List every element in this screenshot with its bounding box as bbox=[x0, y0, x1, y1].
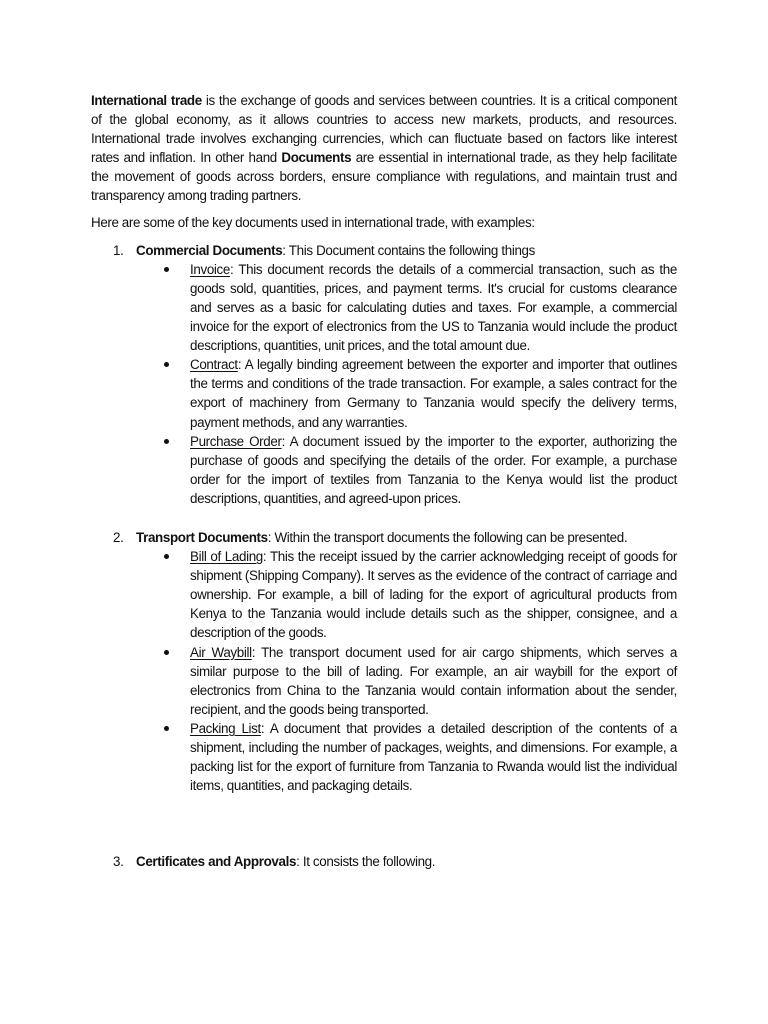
list-item-packing-list bbox=[190, 719, 677, 795]
bullet-icon bbox=[164, 554, 169, 559]
list-item-bill-of-lading bbox=[190, 547, 677, 642]
section-heading bbox=[91, 852, 677, 871]
lead-in-paragraph: Here are some of the key documents used in international trade, with examples: bbox=[91, 214, 535, 230]
list-item-invoice bbox=[190, 260, 677, 355]
term-international-trade: International trade bbox=[91, 93, 202, 108]
list-item-purchase-order bbox=[190, 432, 677, 508]
item-text: : This the receipt issued by the carrier acknowledging receipt of goods for shipment (Shipping Company). It serves as the evidence of the contract of carriage and ownership. For example, a bill of lading for the export of agricultural products from Kenya to the Tanzania would include details such as the shipper, consignee, and a description of the goods. bbox=[190, 549, 677, 641]
section-heading bbox=[91, 241, 677, 260]
section-heading bbox=[91, 528, 677, 547]
bullet-list bbox=[91, 260, 677, 508]
list-item-air-waybill bbox=[190, 643, 677, 719]
item-text: : The transport document used for air cargo shipments, which serves a similar purpose to the bill of lading. For example, an air waybill for the export of electronics from China to the Tanzania would contain information about the sender, recipient, and the goods being transported. bbox=[190, 644, 677, 717]
section-number: 3. bbox=[113, 854, 124, 870]
intro-paragraph bbox=[91, 91, 677, 206]
item-term: Contract bbox=[190, 357, 238, 373]
bullet-icon bbox=[164, 362, 169, 367]
item-term: Air Waybill bbox=[190, 644, 252, 660]
bullet-icon bbox=[164, 726, 169, 731]
bullet-icon bbox=[164, 439, 169, 444]
bullet-list bbox=[91, 547, 677, 795]
bullet-icon bbox=[164, 267, 169, 272]
item-term: Purchase Order bbox=[190, 433, 282, 449]
list-item-contract bbox=[190, 355, 677, 431]
section-number: 1. bbox=[113, 242, 124, 258]
item-text: : This document records the details of a commercial transaction, such as the goods sold, quantities, prices, and payment terms. It's crucial for customs clearance and serves as a basic for calculating duties and taxes. For example, a commercial invoice for the export of electronics from the US to Tanzania would include the product descriptions, quantities, unit prices, and the total amount due. bbox=[190, 261, 677, 354]
term-documents: Documents bbox=[281, 150, 352, 166]
section-title: Transport Documents bbox=[136, 529, 268, 545]
item-term: Packing List bbox=[190, 720, 261, 736]
intro-text-2: are essential in international trade, as they help facilitate the movement of goods across borders, ensure compliance with regulations, and maintain trust and transparency among trading partners. bbox=[91, 150, 677, 204]
section-number: 2. bbox=[113, 529, 124, 545]
bullet-icon bbox=[164, 650, 169, 655]
item-text: : A legally binding agreement between the exporter and importer that outlines the terms and conditions of the trade transaction. For example, a sales contract for the export of machinery from Germany to Tanzania would specify the delivery terms, payment methods, and any warranties. bbox=[190, 357, 677, 430]
section-title: Certificates and Approvals bbox=[136, 854, 297, 870]
section-certificates-and-approvals bbox=[91, 852, 677, 871]
item-text: : A document that provides a detailed description of the contents of a shipment, including the number of packages, weights, and dimensions. For example, a packing list for the export of furniture from Tanzania to Rwanda would list the individual items, quantities, and packaging details. bbox=[190, 720, 677, 794]
section-description: : Within the transport documents the following can be presented. bbox=[267, 529, 628, 545]
section-title: Commercial Documents bbox=[136, 242, 283, 258]
item-term: Invoice bbox=[190, 261, 230, 277]
section-transport-documents bbox=[91, 528, 677, 795]
item-term: Bill of Lading bbox=[190, 549, 263, 565]
section-description: : This Document contains the following things bbox=[282, 242, 536, 258]
item-text: : A document issued by the importer to the exporter, authorizing the purchase of goods and specifying the details of the order. For example, a purchase order for the import of textiles from Tanzania to the Kenya would list the product descriptions, quantities, and agreed-upon prices. bbox=[190, 433, 677, 506]
section-description: : It consists the following. bbox=[296, 854, 436, 870]
section-commercial-documents bbox=[91, 241, 677, 508]
intro-text-1: is the exchange of goods and services between countries. It is a critical component of the global economy, as it allows countries to access new markets, products, and resources. International trade involves exchanging currencies, which can fluctuate based on factors like interest rates and inflation. In other hand bbox=[91, 93, 677, 166]
